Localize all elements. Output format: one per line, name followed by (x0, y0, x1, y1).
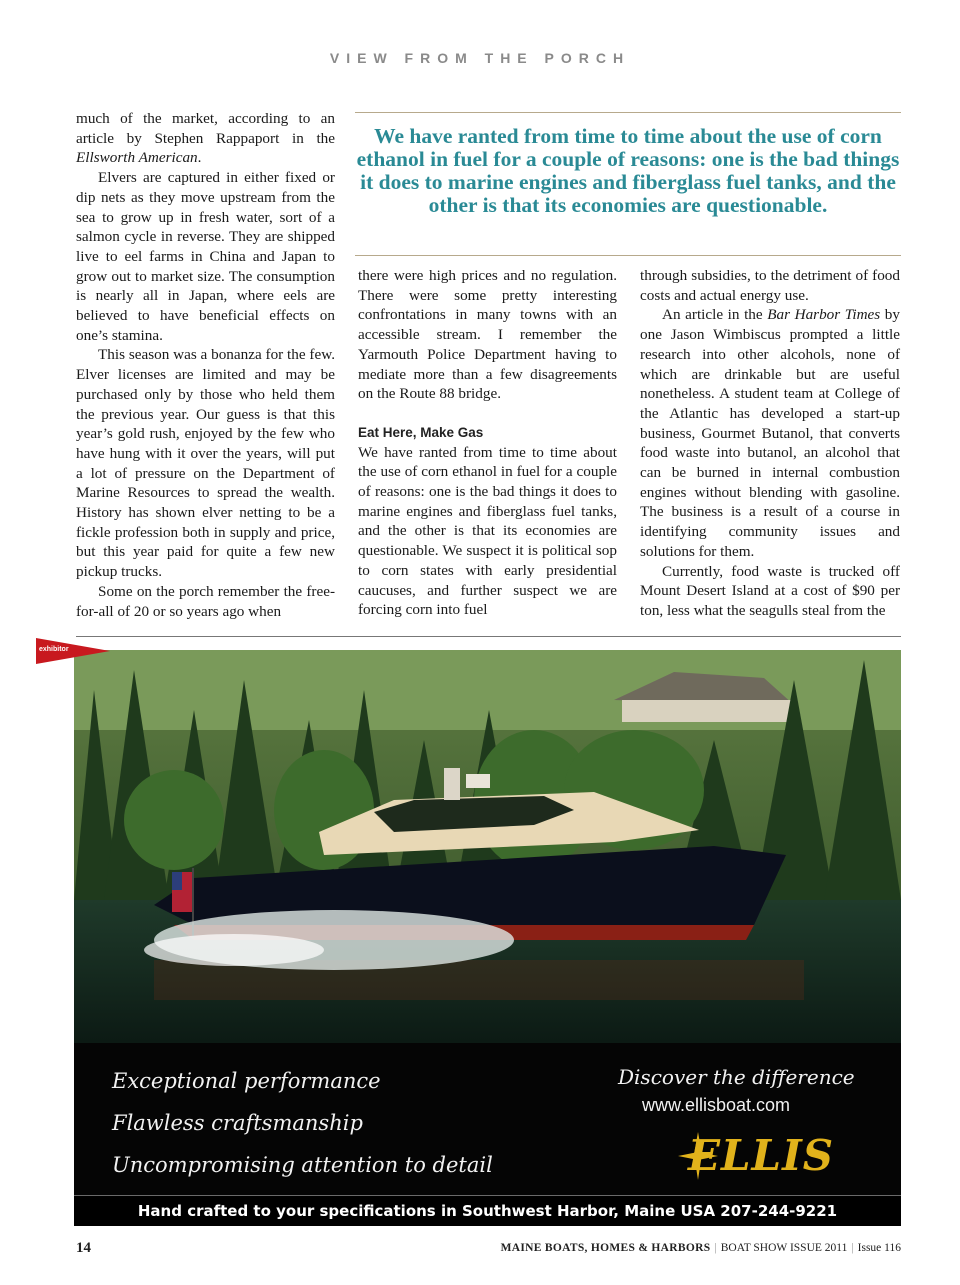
ellis-brand-logo: ELLIS (688, 1131, 835, 1180)
ad-tagline: Discover the difference (618, 1065, 855, 1089)
paragraph: Currently, food waste is trucked off Mount Desert Island at a cost of $90 per ton, less what the seagulls steal from the (640, 562, 900, 619)
ad-line-performance: Exceptional performance (112, 1069, 381, 1093)
footer-credits: MAINE BOATS, HOMES & HARBORS | BOAT SHOW ISSUE 2011 | Issue 116 (500, 1242, 901, 1254)
article-column-2 (358, 266, 617, 620)
ad-line-craftsmanship: Flawless craftsmanship (112, 1111, 363, 1135)
paragraph: This season was a bonanza for the few. Elver licenses are limited and may be purchased only by those who held them the previous year. Our guess is that this year’s gold rush, enjoyed by the few who have hung with it over the years, will put a lot of pressure on the Department of Marine Resources to spread the wealth. History has shown elver netting to be a fickle profession both in supply and price, but this year paid for quite a few new pickup trucks. (76, 346, 335, 581)
article-column-1 (76, 109, 335, 621)
ad-url-link[interactable]: www.ellisboat.com (642, 1095, 791, 1115)
paragraph: We have ranted from time to time about the use of corn ethanol in fuel for a couple of reasons: one is the bad things it does to marine engines and fiberglass fuel tanks, and the other is that its economies are questionable. We suspect it is political sop to corn states with early presidential caucuses, and further suspect we are forcing corn into fuel (358, 443, 617, 619)
exhibitor-tag: exhibitor (39, 646, 69, 653)
paragraph: An article in the Bar Harbor Times by one Jason Wimbiscus prompted a little research into other alcohols, none of which are drinkable but are useful nonetheless. A student team at College of the Atlantic has developed a start-up business, Gourmet Butanol, that converts food waste into butanol, an alcohol that can be burned in internal combustion engines without blending with gasoline. The business is a result of a course in identifying community issues and solutions for them. (640, 306, 900, 560)
running-head: VIEW FROM THE PORCH (329, 50, 631, 66)
paragraph: Elvers are captured in either fixed or dip nets as they move upstream from the sea to grow up in fresh water, sort of a salmon cycle in reverse. They are shipped live to eel farms in China and Japan to grow out to market size. The consumption is nearly all in Japan, where eels are believed to have beneficial effects on one’s stamina. (76, 169, 335, 344)
boat-photo (74, 650, 901, 1043)
issue-label: BOAT SHOW ISSUE 2011 (720, 1242, 848, 1254)
ad-copy-panel (74, 1043, 901, 1195)
article-column-3 (640, 266, 900, 621)
paragraph: through subsidies, to the detriment of food costs and actual energy use. (640, 267, 900, 304)
paragraph: Some on the porch remember the free-for-all of 20 or so years ago when (76, 582, 335, 620)
magazine-name: MAINE BOATS, HOMES & HARBORS (500, 1242, 711, 1254)
paragraph: there were high prices and no regulation. There were some pretty interesting confrontations in many towns with an accessible stream. I remember the Yarmouth Police Department having to mediate more than a few disagreements on the Route 88 bridge. (358, 267, 617, 403)
paragraph: much of the market, according to an article by Stephen Rappaport in the Ellsworth American. (76, 110, 335, 167)
divider (76, 636, 901, 637)
issue-number: Issue 116 (857, 1242, 901, 1254)
ad-line-attention: Uncompromising attention to detail (112, 1153, 493, 1177)
pull-quote (355, 112, 901, 256)
section-subhead: Eat Here, Make Gas (358, 424, 484, 440)
pull-quote-text: We have ranted from time to time about the use of corn ethanol in fuel for a couple of reasons: one is the bad things it does to marine engines and fiberglass fuel tanks, and the other is that its economies are questionable. (356, 124, 900, 217)
ad-footer-bar: Hand crafted to your specifications in Southwest Harbor, Maine USA 207-244-9221 (74, 1195, 901, 1226)
page-number: 14 (76, 1240, 91, 1256)
ellis-boat-advertisement[interactable] (74, 650, 901, 1226)
